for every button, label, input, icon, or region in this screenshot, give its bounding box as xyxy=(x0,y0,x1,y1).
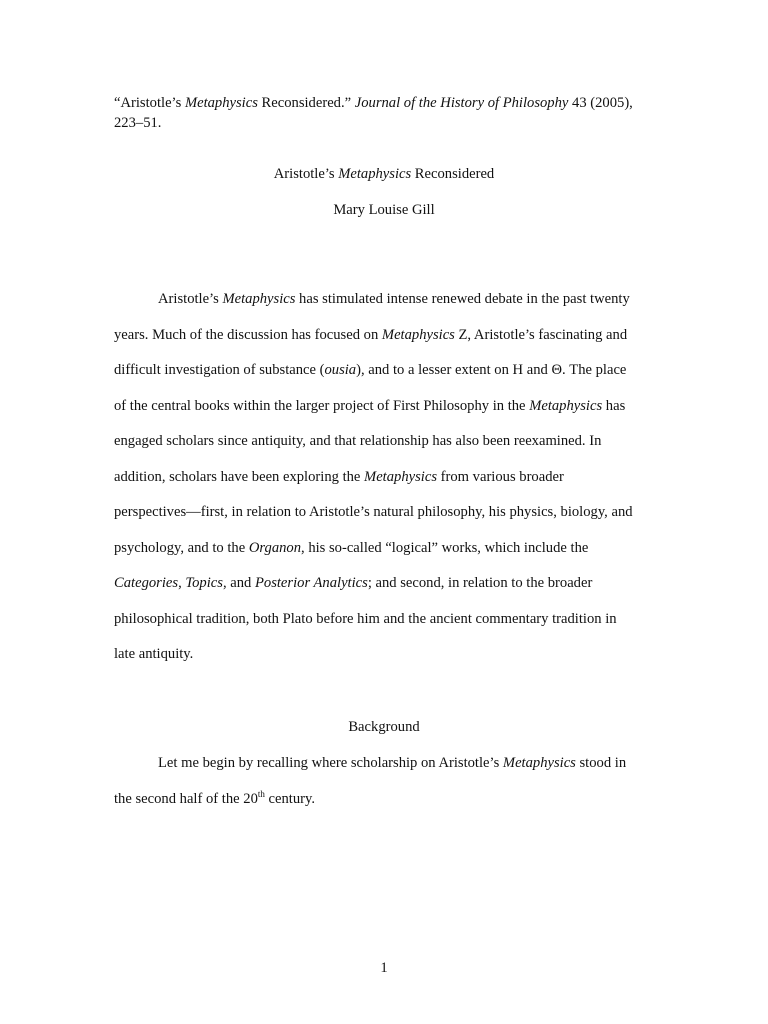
text-run: addition, scholars have been exploring the xyxy=(114,468,365,485)
paragraph-1-line-8 xyxy=(114,538,588,558)
paragraph-1-line-2 xyxy=(114,325,627,345)
italic-run: Metaphysics xyxy=(529,397,603,414)
italic-run: Posterior Analytics xyxy=(254,575,368,591)
article-title-suffix: Reconsidered xyxy=(411,166,495,182)
citation-pages: 223–51. xyxy=(114,115,162,131)
text-run: century. xyxy=(264,791,315,807)
paragraph-1-line-9 xyxy=(114,573,592,593)
text-run: psychology, and to the xyxy=(114,539,249,556)
italic-run: Metaphysics xyxy=(222,291,296,307)
text-run: stood in xyxy=(575,755,627,771)
citation-volume-year: 43 (2005), xyxy=(568,95,633,111)
article-title-prefix: Aristotle’s xyxy=(273,166,339,182)
paragraph-2-line-1 xyxy=(158,753,626,773)
text-run: ; and second, in relation to the broader xyxy=(367,575,593,591)
author-name: Mary Louise Gill xyxy=(333,202,435,218)
paragraph-1-line-10: philosophical tradition, both Plato before him and the ancient commentary tradition in xyxy=(114,610,617,627)
italic-run: Organon xyxy=(248,539,302,556)
paragraph-2-line-2 xyxy=(114,789,315,809)
text-run: Z, Aristotle’s fascinating and xyxy=(454,326,628,343)
text-run: Aristotle’s xyxy=(158,291,223,307)
italic-run: Metaphysics xyxy=(381,326,455,343)
text-run: difficult investigation of substance ( xyxy=(114,362,325,378)
article-title xyxy=(0,164,768,184)
paragraph-1-line-4 xyxy=(114,396,625,416)
paragraph-1-line-5: engaged scholars since antiquity, and that relationship has also been reexamined. In xyxy=(114,433,602,449)
text-run: from various broader xyxy=(437,468,564,485)
citation-title-rest: Reconsidered.” xyxy=(257,95,355,111)
citation xyxy=(114,93,654,133)
superscript: th xyxy=(257,789,265,800)
text-run: , xyxy=(178,575,186,591)
text-run: , and xyxy=(222,575,255,591)
page-number: 1 xyxy=(380,960,388,976)
citation-journal: Journal of the History of Philosophy xyxy=(354,95,569,111)
citation-open: “Aristotle’s xyxy=(114,95,185,111)
italic-run: Categories xyxy=(114,575,179,591)
italic-run: Topics xyxy=(185,575,223,591)
italic-run: ousia xyxy=(324,362,357,378)
paragraph-1-line-7: perspectives—first, in relation to Aristotle’s natural philosophy, his physics, biology, and xyxy=(114,504,633,520)
italic-run: Metaphysics xyxy=(502,755,576,771)
paragraph-1-line-1 xyxy=(158,289,630,309)
text-run: ), and to a lesser extent on H and Θ. The place xyxy=(356,362,627,378)
text-run: , his so-called “logical” works, which include the xyxy=(301,539,589,556)
text-run: the second half of the 20 xyxy=(114,791,258,807)
text-run: of the central books within the larger project of First Philosophy in the xyxy=(114,397,530,414)
text-run: has stimulated intense renewed debate in the past twenty xyxy=(295,291,630,307)
section-heading: Background xyxy=(348,719,420,735)
article-title-italic: Metaphysics xyxy=(338,166,412,182)
paragraph-1-line-11: late antiquity. xyxy=(114,646,194,662)
text-run: years. Much of the discussion has focused on xyxy=(114,326,382,343)
paragraph-1-line-3 xyxy=(114,360,626,380)
citation-title-italic: Metaphysics xyxy=(184,95,258,111)
italic-run: Metaphysics xyxy=(364,468,437,485)
text-run: has xyxy=(602,397,626,414)
text-run: Let me begin by recalling where scholarship on Aristotle’s xyxy=(158,755,503,771)
paragraph-1-line-6 xyxy=(114,467,564,487)
